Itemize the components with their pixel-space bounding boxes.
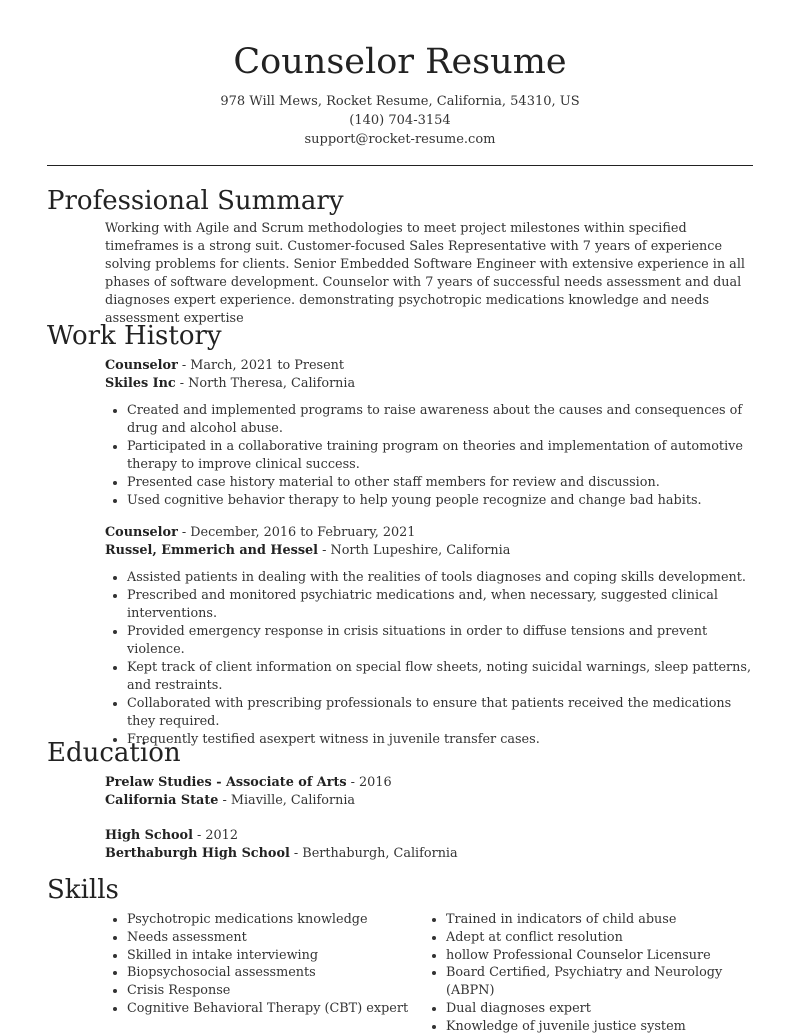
job-entry: [105, 357, 755, 510]
list-item: • Board Certified, Psychiatry and Neurology (ABPN): [446, 964, 754, 1000]
header-divider: [47, 165, 753, 166]
list-item: • Dual diagnoses expert: [446, 1000, 754, 1018]
job-location: - North Theresa, California: [175, 376, 356, 391]
summary-section: [105, 220, 755, 328]
job-duties-list: [105, 402, 755, 510]
list-item: • Knowledge of juvenile justice system: [446, 1018, 754, 1036]
list-item: • Cognitive Behavioral Therapy (CBT) expert: [127, 1000, 435, 1018]
education-degree: Prelaw Studies - Associate of Arts: [105, 775, 347, 790]
skills-column-right: [424, 911, 754, 1036]
education-location: - Miaville, California: [218, 793, 356, 808]
contact-address: 978 Will Mews, Rocket Resume, California, 54310, US: [220, 94, 580, 109]
education-degree: High School: [105, 828, 193, 843]
list-item: • Participated in a collaborative training program on theories and implementation of automotive therapy to improve clinical success.: [127, 438, 755, 474]
list-item: • Used cognitive behavior therapy to help young people recognize and change bad habits.: [127, 492, 755, 510]
job-entry: [105, 524, 755, 749]
summary-text: Working with Agile and Scrum methodologies to meet project milestones within specified timeframes is a strong suit. Customer-focused Sales Representative with 7 years of experience solving problems for clients. Senior Embedded Software Engineer with extensive experience in all phases of software development. Counselor with 7 years of successful needs assessment and dual diagnoses expert experience. demonstrating psychotropic medications knowledge and needs assessment expertise: [105, 221, 746, 326]
resume-title: Counselor Resume: [233, 42, 567, 82]
skills-list: [105, 911, 435, 1018]
list-item: • Trained in indicators of child abuse: [446, 911, 754, 929]
education-entry: [105, 774, 755, 810]
work-history-heading: Work History: [47, 321, 222, 351]
summary-heading: Professional Summary: [47, 186, 344, 216]
contact-info: [0, 92, 800, 149]
list-item: • Needs assessment: [127, 929, 435, 947]
resume-header: [0, 0, 800, 149]
list-item: • Frequently testified asexpert witness in juvenile transfer cases.: [127, 731, 755, 749]
list-item: • Provided emergency response in crisis situations in order to diffuse tensions and prevent violence.: [127, 623, 755, 659]
job-title-line: [105, 524, 755, 542]
list-item: • Biopsychosocial assessments: [127, 964, 435, 982]
job-company-line: [105, 375, 755, 393]
list-item: • Presented case history material to other staff members for review and discussion.: [127, 474, 755, 492]
list-item: • hollow Professional Counselor Licensure: [446, 947, 754, 965]
education-school-line: [105, 845, 755, 863]
job-duties-list: [105, 569, 755, 749]
education-heading: Education: [47, 738, 181, 768]
education-year: - 2012: [192, 828, 238, 843]
education-degree-line: [105, 774, 755, 792]
job-company-line: [105, 542, 755, 560]
job-location: - North Lupeshire, California: [318, 543, 511, 558]
education-entry: [105, 827, 755, 863]
contact-phone: (140) 704-3154: [349, 113, 451, 128]
job-dates: - December, 2016 to February, 2021: [177, 525, 416, 540]
skills-list: [424, 911, 754, 1036]
job-title-line: [105, 357, 755, 375]
job-dates: - March, 2021 to Present: [177, 358, 345, 373]
list-item: • Created and implemented programs to raise awareness about the causes and consequences of drug and alcohol abuse.: [127, 402, 755, 438]
education-location: - Berthaburgh, California: [289, 846, 458, 861]
list-item: • Kept track of client information on special flow sheets, noting suicidal warnings, sleep patterns, and restraints.: [127, 659, 755, 695]
contact-email: support@rocket-resume.com: [304, 132, 496, 147]
skills-column-left: [105, 911, 435, 1018]
skills-heading: Skills: [47, 875, 119, 905]
job-company: Russel, Emmerich and Hessel: [105, 543, 319, 558]
list-item: • Prescribed and monitored psychiatric medications and, when necessary, suggested clinical interventions.: [127, 587, 755, 623]
education-year: - 2016: [346, 775, 392, 790]
list-item: • Crisis Response: [127, 982, 435, 1000]
list-item: • Psychotropic medications knowledge: [127, 911, 435, 929]
job-company: Skiles Inc: [105, 376, 176, 391]
education-school: California State: [105, 793, 219, 808]
education-school: Berthaburgh High School: [105, 846, 290, 861]
list-item: • Assisted patients in dealing with the realities of tools diagnoses and coping skills development.: [127, 569, 755, 587]
list-item: • Skilled in intake interviewing: [127, 947, 435, 965]
job-title: Counselor: [105, 525, 178, 540]
list-item: • Adept at conflict resolution: [446, 929, 754, 947]
education-degree-line: [105, 827, 755, 845]
education-school-line: [105, 792, 755, 810]
job-title: Counselor: [105, 358, 178, 373]
list-item: • Collaborated with prescribing professionals to ensure that patients received the medications they required.: [127, 695, 755, 731]
